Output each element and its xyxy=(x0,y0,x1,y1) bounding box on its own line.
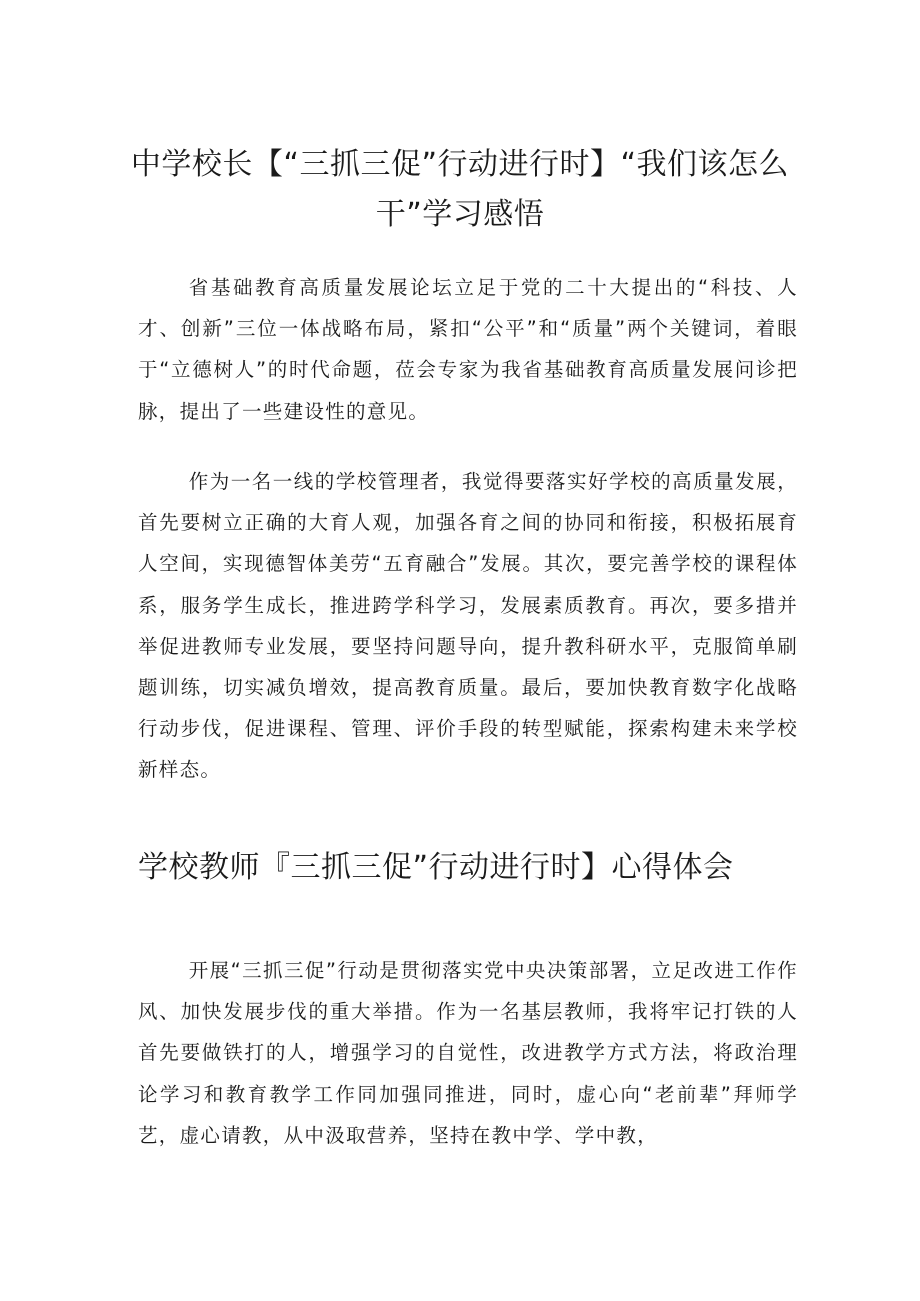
article-paragraph: 开展“三抓三促”行动是贯彻落实党中央决策部署，立足改进工作作风、加快发展步伐的重大举措。作为一名基层教师，我将牢记打铁的人首先要做铁打的人，增强学习的自觉性，改进教学方式方法，将政治理论学习和教育教学工作同加强同推进，同时，虚心向“老前辈”拜师学艺，虚心请教，从中汲取营养，坚持在教中学、学中教， xyxy=(138,959,798,1147)
article-title: 学校教师『三抓三促”行动进行时】心得体会 xyxy=(138,850,734,885)
article-title: 中学校长【“三抓三促”行动进行时】“我们该怎么干”学习感悟 xyxy=(130,147,790,232)
article-paragraph: 省基础教育高质量发展论坛立足于党的二十大提出的“科技、人才、创新”三位一体战略布局，紧扣“公平”和“质量”两个关键词，着眼于“立德树人”的时代命题，莅会专家为我省基础教育高质量发展问诊把脉，提出了一些建设性的意见。 xyxy=(138,276,798,423)
article-paragraph: 作为一名一线的学校管理者，我觉得要落实好学校的高质量发展，首先要树立正确的大育人观，加强各育之间的协同和衔接，积极拓展育人空间，实现德智体美劳“五育融合”发展。其次，要完善学校的课程体系，服务学生成长，推进跨学科学习，发展素质教育。再次，要多措并举促进教师专业发展，要坚持问题导向，提升教科研水平，克服简单刷题训练，切实减负增效，提高教育质量。最后，要加快教育数字化战略行动步伐，促进课程、管理、评价手段的转型赋能，探索构建未来学校新样态。 xyxy=(138,470,798,782)
